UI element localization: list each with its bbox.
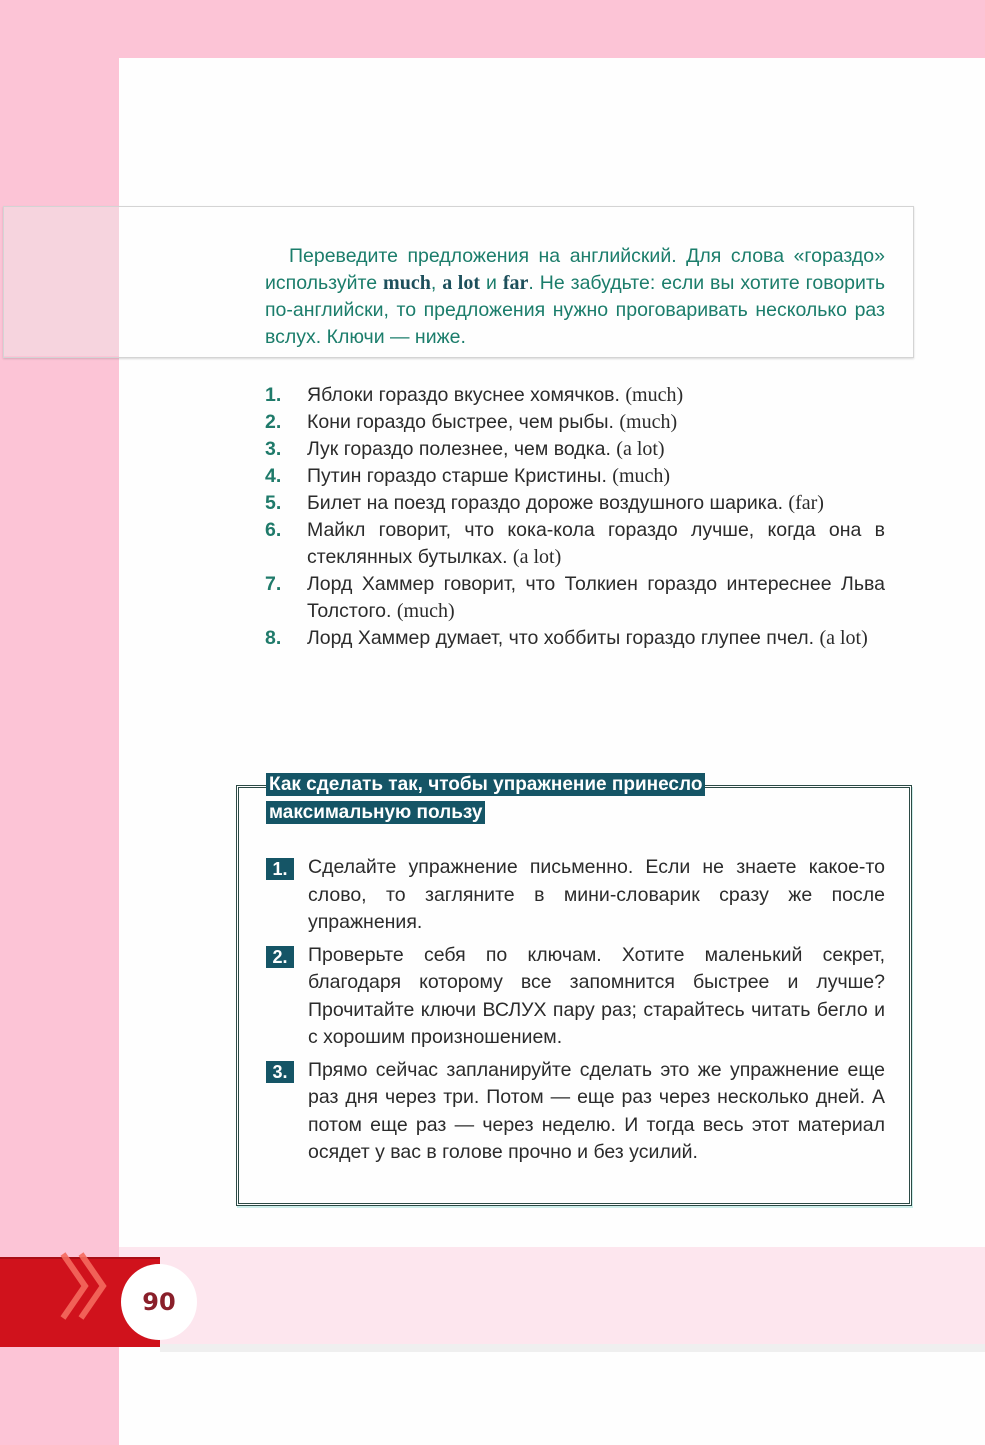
- page-number: 90: [121, 1264, 197, 1340]
- exercise-number: 7.: [265, 573, 282, 595]
- tip-number-badge: 3.: [266, 1061, 294, 1083]
- exercise-text: Билет на поезд гораздо дороже воздушного шарика.: [307, 492, 789, 514]
- exercise-text: Лорд Хаммер думает, что хоббиты гораздо глупее пчел.: [307, 627, 820, 649]
- exercise-item: [265, 382, 885, 409]
- exercise-hint: (a lot): [819, 627, 868, 649]
- exercise-text: Лук гораздо полезнее, чем водка.: [307, 438, 617, 460]
- exercise-text: Путин гораздо старше Кристины.: [307, 465, 613, 487]
- tip-item: [266, 942, 885, 1052]
- tips-title-line1: Как сделать так, чтобы упражнение принесло: [266, 773, 705, 796]
- exercise-number: 1.: [265, 384, 282, 406]
- exercise-number: 3.: [265, 438, 282, 460]
- tip-text: Сделайте упражнение письменно. Если не знаете какое-то слово, то загляните в мини-словарик сразу же после упражнения.: [308, 856, 885, 933]
- intro-instructions: [265, 243, 885, 351]
- exercise-item: [265, 517, 885, 571]
- exercise-hint: (a lot): [616, 438, 665, 460]
- footer-shadow: [160, 1344, 985, 1352]
- exercise-text: Майкл говорит, что кока-кола гораздо лучше, когда она в стеклянных бутылках.: [307, 519, 885, 568]
- tips-title-line2: максимальную пользу: [266, 801, 485, 824]
- exercise-item: [265, 409, 885, 436]
- intro-separator: и: [480, 271, 503, 294]
- keyword-far: far: [502, 271, 529, 294]
- exercise-text: Кони гораздо быстрее, чем рыбы.: [307, 411, 620, 433]
- exercise-hint: (much): [612, 465, 671, 487]
- exercise-number: 6.: [265, 519, 282, 541]
- tip-item: [266, 1057, 885, 1167]
- exercise-item: [265, 463, 885, 490]
- exercise-number: 2.: [265, 411, 282, 433]
- keyword-much: much: [383, 271, 431, 294]
- exercise-item: [265, 436, 885, 463]
- tip-text: Проверьте себя по ключам. Хотите маленький секрет, благодаря которому все запомнится быстрее и лучше? Прочитайте ключи ВСЛУХ пару раз; старайтесь читать бегло и с хорошим произношением.: [308, 943, 885, 1048]
- exercise-item: [265, 625, 885, 652]
- exercise-hint: (a lot): [512, 546, 562, 568]
- tips-title: [266, 771, 786, 827]
- exercise-item: [265, 571, 885, 625]
- tip-item: [266, 854, 885, 937]
- exercise-number: 5.: [265, 492, 282, 514]
- double-chevron-right-icon: [55, 1250, 115, 1322]
- exercise-hint: (much): [619, 411, 678, 433]
- intro-separator: ,: [430, 271, 443, 294]
- exercise-hint: (far): [788, 492, 824, 514]
- exercise-item: [265, 490, 885, 517]
- exercise-hint: (much): [396, 600, 455, 622]
- tip-number-badge: 2.: [266, 946, 294, 968]
- exercise-text: Лорд Хаммер говорит, что Толкиен гораздо интереснее Льва Толстого.: [307, 573, 885, 622]
- tip-text: Прямо сейчас запланируйте сделать это же упражнение еще раз дня через три. Потом — еще раз через несколько дней. А потом еще раз — через неделю. И тогда весь этот материал осядет у вас в голове прочно и без усилий.: [308, 1058, 885, 1163]
- top-pink-band: [0, 0, 985, 58]
- footer-band: [119, 1247, 985, 1344]
- exercise-hint: (much): [625, 384, 684, 406]
- exercise-list: [265, 382, 885, 652]
- intro-text-part1: Переведите предложения на английский. Для слова «гораздо» используйте: [265, 244, 885, 294]
- exercise-text: Яблоки гораздо вкуснее хомячков.: [307, 384, 626, 406]
- keyword-a-lot: a lot: [442, 271, 480, 294]
- tips-list: [266, 854, 885, 1172]
- exercise-number: 4.: [265, 465, 282, 487]
- exercise-number: 8.: [265, 627, 282, 649]
- intro-text-part2: . Не забудьте: если вы хотите говорить по-английски, то предложения нужно проговаривать несколько раз вслух. Ключи — ниже.: [265, 271, 886, 348]
- tip-number-badge: 1.: [266, 858, 294, 880]
